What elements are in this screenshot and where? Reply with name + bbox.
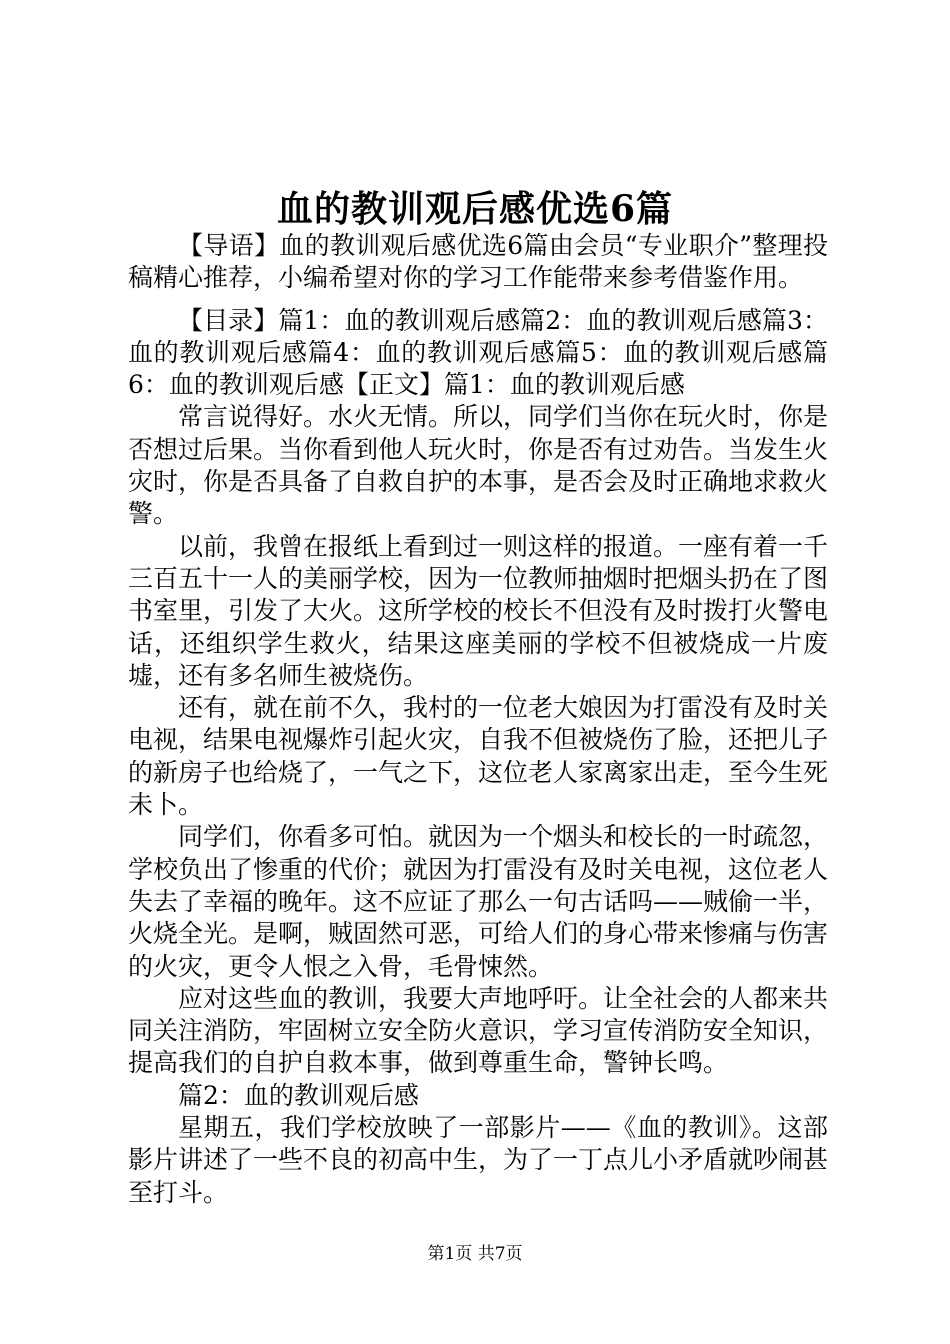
paragraph: 同学们，你看多可怕。就因为一个烟头和校长的一时疏忽，学校负出了惨重的代价；就因为打雷没有及时关电视，这位老人失去了幸福的晚年。这不应证了那么一句古话吗——贼偷一半，火烧全光。是啊，贼固然可恶，可给人们的身心带来惨痛与伤害的火灾，更令人恨之入骨，毛骨悚然。 <box>128 822 829 981</box>
paragraph-toc: 【目录】篇1：血的教训观后感篇2：血的教训观后感篇3：血的教训观后感篇4：血的教训观后感篇5：血的教训观后感篇6：血的教训观后感【正文】篇1：血的教训观后感 <box>128 305 828 400</box>
paragraph-intro: 【导语】血的教训观后感优选6篇由会员“专业职介”整理投稿精心推荐，小编希望对你的学习工作能带来参考借鉴作用。 <box>128 231 828 293</box>
paragraph: 还有，就在前不久，我村的一位老大娘因为打雷没有及时关电视，结果电视爆炸引起火灾，自我不但被烧伤了脸，还把儿子的新房子也给烧了，一气之下，这位老人家离家出走，至今生死未卜。 <box>128 693 829 820</box>
document-title: 血的教训观后感优选6篇 <box>276 188 674 230</box>
page-footer: 第1页 共7页 <box>427 1244 523 1264</box>
paragraph: 应对这些血的教训，我要大声地呼吁。让全社会的人都来共同关注消防，牢固树立安全防火意识，学习宣传消防安全知识，提高我们的自护自救本事，做到尊重生命，警钟长鸣。 <box>128 983 829 1078</box>
paragraph: 以前，我曾在报纸上看到过一则这样的报道。一座有着一千三百五十一人的美丽学校，因为一位教师抽烟时把烟头扔在了图书室里，引发了大火。这所学校的校长不但没有及时拨打火警电话，还组织学生救火，结果这座美丽的学校不但被烧成一片废墟，还有多名师生被烧伤。 <box>128 531 829 690</box>
paragraph: 常言说得好。水火无情。所以，同学们当你在玩火时，你是否想过后果。当你看到他人玩火时，你是否有过劝告。当发生火灾时，你是否具备了自救自护的本事，是否会及时正确地求救火警。 <box>128 402 829 529</box>
section-heading: 篇2：血的教训观后感 <box>178 1080 419 1110</box>
paragraph: 星期五，我们学校放映了一部影片——《血的教训》。这部影片讲述了一些不良的初高中生，为了一丁点儿小矛盾就吵闹甚至打斗。 <box>128 1113 829 1207</box>
document-body <box>128 230 828 1209</box>
